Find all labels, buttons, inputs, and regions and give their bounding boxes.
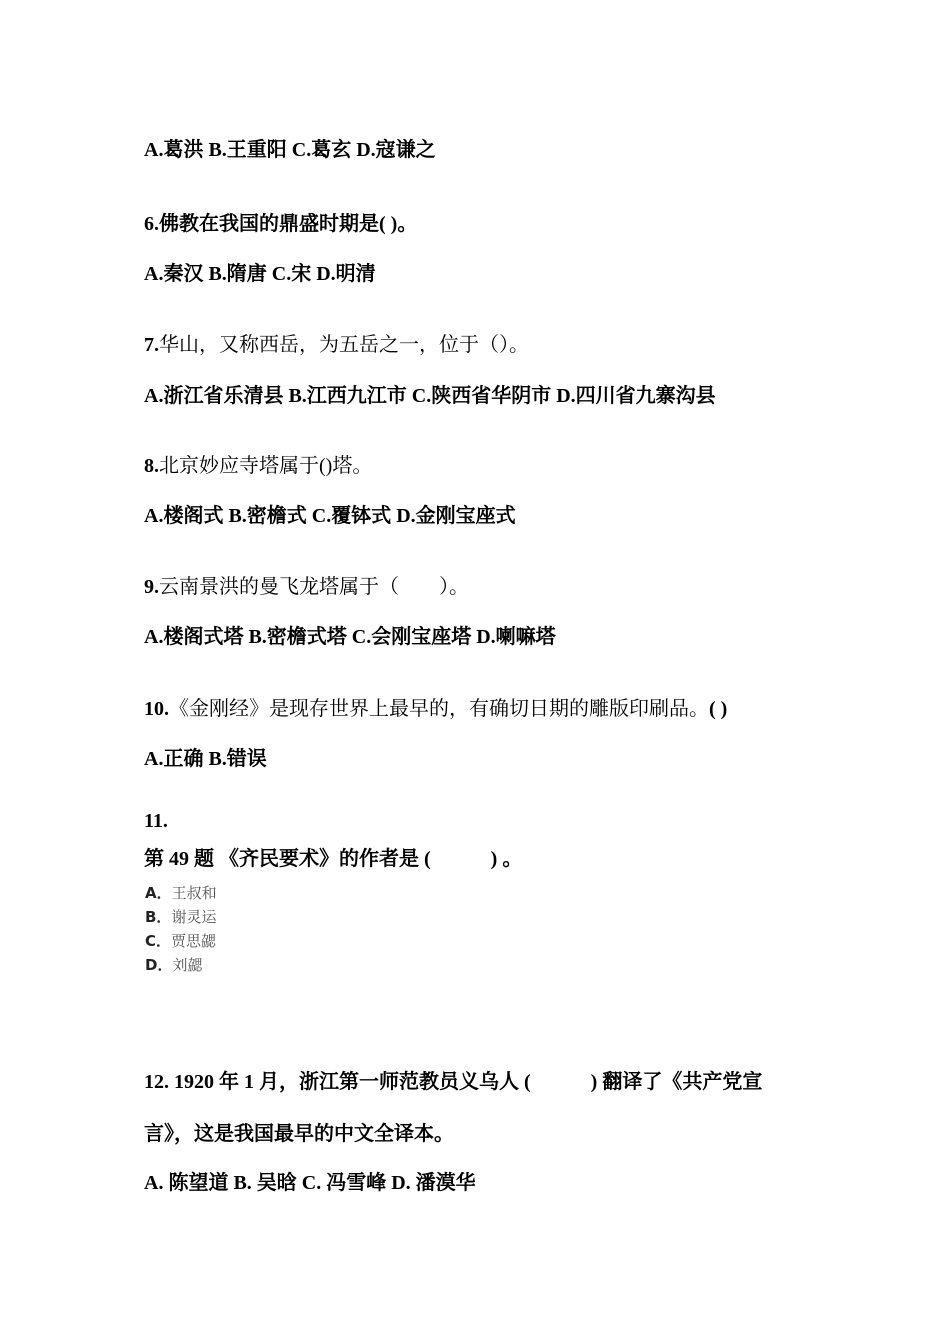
q6-options: A.秦汉 B.隋唐 C.宋 D.明清 [144, 263, 376, 285]
q8-options: A.楼阁式 B.密檐式 C.覆钵式 D.金刚宝座式 [144, 505, 516, 527]
q12-stem-line1: 12. 1920 年 1 月，浙江第一师范教员义乌人 ( ) 翻译了《共产党宣 [144, 1071, 763, 1093]
q10-number: 10. [144, 698, 169, 720]
q11-option-a-text: 王叔和 [171, 884, 217, 902]
q11-stem: 第 49 题 《齐民要术》的作者是 ( ) 。 [144, 848, 523, 870]
q7-number: 7. [144, 334, 159, 356]
q11-option-d [145, 956, 202, 974]
q11-option-a-letter: A． [145, 884, 172, 902]
q11-option-a [145, 884, 217, 902]
q6-stem: 6.佛教在我国的鼎盛时期是( )。 [144, 213, 418, 235]
q8-number: 8. [144, 455, 159, 477]
q12-stem-line2: 言》，这是我国最早的中文全译本。 [144, 1123, 454, 1145]
q9-stem-text: 云南景洪的曼飞龙塔属于（ ）。 [159, 576, 469, 598]
q10-stem [144, 697, 727, 721]
q11-option-b-text: 谢灵运 [171, 908, 217, 926]
q5-options: A.葛洪 B.王重阳 C.葛玄 D.寇谦之 [144, 139, 436, 161]
q11-option-d-text: 刘勰 [172, 956, 203, 974]
q9-options: A.楼阁式塔 B.密檐式塔 C.会刚宝座塔 D.喇嘛塔 [144, 626, 556, 648]
q12-options: A. 陈望道 B. 吴晗 C. 冯雪峰 D. 潘漠华 [144, 1172, 476, 1194]
q11-option-b-letter: B． [145, 908, 172, 926]
q9-stem [144, 575, 469, 599]
q10-stem-text: 《金刚经》是现存世界上最早的，有确切日期的雕版印刷品。 [169, 698, 709, 720]
q7-options: A.浙江省乐清县 B.江西九江市 C.陕西省华阴市 D.四川省九寨沟县 [144, 385, 716, 407]
q8-stem [144, 454, 372, 478]
q10-answer-blank: ( ) [709, 698, 728, 720]
q11-option-b [145, 908, 216, 926]
q11-option-c-text: 贾思勰 [171, 932, 217, 950]
q7-stem-text: 华山，又称西岳，为五岳之一，位于（）。 [159, 334, 529, 356]
q10-options: A.正确 B.错误 [144, 748, 267, 770]
q11-option-d-letter: D． [145, 956, 173, 974]
q8-stem-text: 北京妙应寺塔属于()塔。 [159, 455, 373, 477]
q11-number: 11. [144, 810, 168, 832]
q11-option-c-letter: C． [145, 932, 172, 950]
q7-stem [144, 333, 529, 357]
q11-option-c [145, 932, 216, 950]
q9-number: 9. [144, 576, 159, 598]
